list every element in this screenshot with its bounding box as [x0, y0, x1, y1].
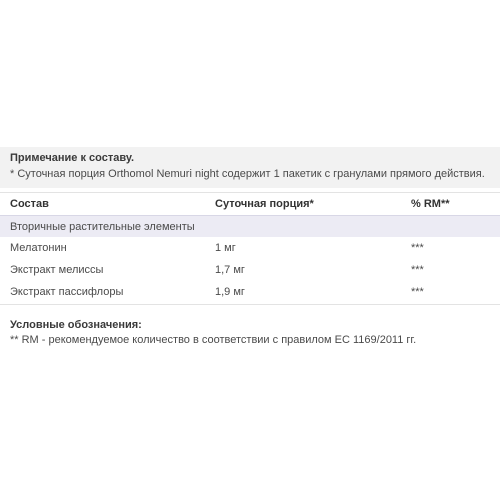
table-row	[0, 259, 500, 281]
header-daily-portion: Суточная порция*	[215, 198, 314, 210]
table-row	[0, 281, 500, 303]
ingredient-amount: 1,9 мг	[215, 286, 245, 298]
table-group-row	[0, 215, 500, 237]
table-row	[0, 237, 500, 259]
table-bottom-divider	[0, 304, 500, 305]
ingredient-rm: ***	[411, 242, 424, 254]
composition-note-text: * Суточная порция Orthomol Nemuri night содержит 1 пакетик с гранулами прямого действия.	[10, 168, 485, 180]
ingredient-rm: ***	[411, 264, 424, 276]
header-rm: % RM**	[411, 198, 450, 210]
ingredient-name: Мелатонин	[10, 242, 67, 254]
ingredient-rm: ***	[411, 286, 424, 298]
table-header-row	[0, 192, 500, 215]
group-label: Вторичные растительные элементы	[10, 221, 195, 233]
composition-note-title: Примечание к составу.	[10, 152, 135, 164]
ingredient-amount: 1 мг	[215, 242, 236, 254]
ingredient-name: Экстракт мелиссы	[10, 264, 104, 276]
ingredient-name: Экстракт пассифлоры	[10, 286, 124, 298]
legend-title: Условные обозначения:	[10, 319, 142, 331]
ingredient-amount: 1,7 мг	[215, 264, 245, 276]
header-composition: Состав	[10, 198, 49, 210]
legend-text: ** RM - рекомендуемое количество в соответствии с правилом ЕС 1169/2011 гг.	[10, 334, 417, 346]
table-body	[0, 237, 500, 303]
